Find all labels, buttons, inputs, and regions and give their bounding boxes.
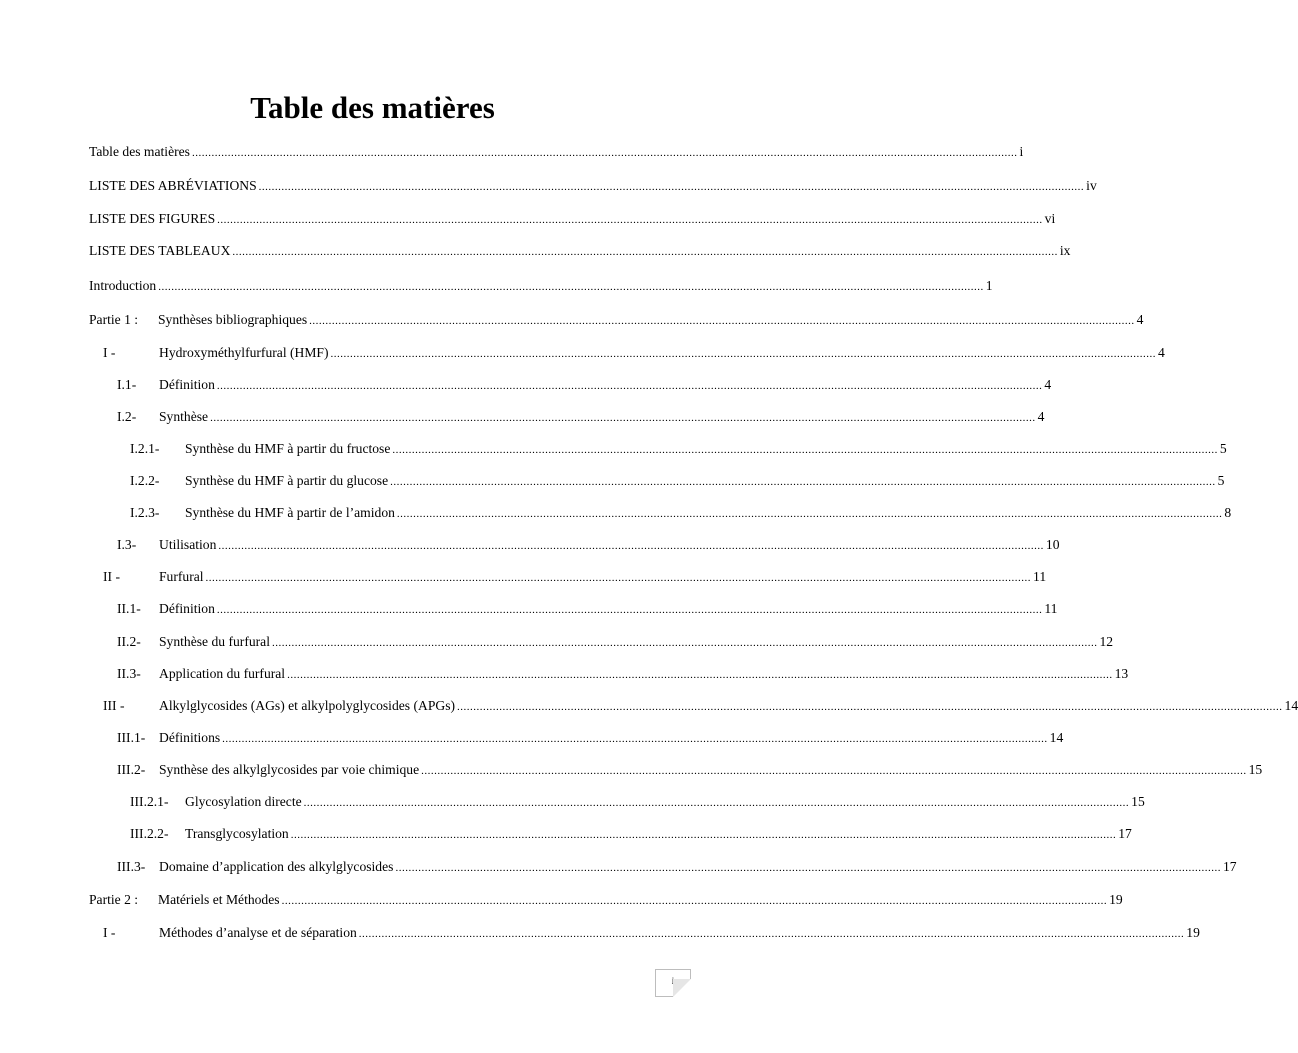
toc-entry-page: 15	[1131, 794, 1145, 809]
toc-entry-label: Synthèses bibliographiques	[158, 312, 308, 327]
toc-entry-number: I -	[103, 925, 116, 940]
toc-leader-dots: ..............................................................................................................................................................................................................................................................	[205, 572, 1032, 584]
toc-leader-dots: ..............................................................................................................................................................................................................................................................	[217, 214, 1043, 226]
toc-entry-number: III.1-	[117, 730, 146, 745]
page-title: Table des matières	[250, 90, 495, 125]
toc-entry-page: 4	[1158, 345, 1165, 360]
toc-entry-label: Introduction	[89, 278, 157, 293]
toc-entry[interactable]	[0, 792, 1145, 812]
toc-entry[interactable]	[0, 276, 993, 296]
toc-entry-number: III.2-	[117, 762, 146, 777]
toc-leader-dots: ..............................................................................................................................................................................................................................................................	[191, 147, 1018, 159]
toc-entry[interactable]	[0, 923, 1200, 943]
toc-entry-page: 4	[1044, 377, 1052, 392]
toc-entry-number: III -	[103, 698, 125, 713]
toc-entry-page: 8	[1224, 505, 1232, 520]
toc-leader-dots: ..............................................................................................................................................................................................................................................................	[395, 862, 1221, 874]
toc-entry-page: i	[1019, 144, 1024, 159]
toc-entry-label: Glycosylation directe	[185, 794, 302, 809]
toc-entry-label: Définition	[159, 377, 215, 392]
toc-entry-label: Application du furfural	[159, 666, 286, 681]
toc-entry-page: ix	[1059, 243, 1071, 258]
toc-entry-page: 11	[1044, 601, 1058, 616]
toc-entry-number: Partie 1 :	[89, 312, 139, 327]
toc-entry[interactable]	[0, 439, 1227, 459]
toc-entry[interactable]	[0, 857, 1237, 877]
toc-entry-page: 5	[1217, 473, 1225, 488]
toc-entry-label: Définition	[159, 601, 215, 616]
toc-entry[interactable]	[0, 664, 1129, 684]
toc-entry[interactable]	[0, 142, 1024, 162]
toc-entry-page: 1	[985, 278, 993, 293]
toc-entry-page: 14	[1284, 698, 1298, 713]
toc-entry[interactable]	[0, 503, 1232, 523]
toc-entry[interactable]	[0, 241, 1071, 261]
toc-entry[interactable]	[0, 632, 1114, 652]
toc-entry-number: I.3-	[117, 537, 137, 552]
toc-entry-number: II.2-	[117, 634, 141, 649]
toc-entry-label: Synthèse	[159, 409, 209, 424]
toc-entry-label: Synthèse du HMF à partir du glucose	[185, 473, 389, 488]
toc-entry-number: II -	[103, 569, 120, 584]
toc-entry-label: Furfural	[159, 569, 204, 584]
toc-leader-dots: ..............................................................................................................................................................................................................................................................	[216, 604, 1043, 616]
toc-leader-dots: ..............................................................................................................................................................................................................................................................	[390, 476, 1216, 488]
toc-entry-label: Définitions	[159, 730, 221, 745]
toc-entry-label: Méthodes d’analyse et de séparation	[159, 925, 357, 940]
toc-entry-page: 14	[1049, 730, 1064, 745]
toc-entry-label: Synthèse du HMF à partir du fructose	[185, 441, 391, 456]
page-number-box	[655, 969, 691, 997]
toc-leader-dots: ..............................................................................................................................................................................................................................................................	[158, 281, 984, 293]
toc-entry-page: 15	[1248, 762, 1263, 777]
toc-entry-label: Alkylglycosides (AGs) et alkylpolyglycosides (APGs)	[159, 698, 456, 713]
toc-entry[interactable]	[0, 209, 1056, 229]
toc-leader-dots: ..............................................................................................................................................................................................................................................................	[303, 797, 1130, 809]
toc-entry[interactable]	[0, 310, 1144, 330]
toc-entry-page: 17	[1222, 859, 1237, 874]
toc-entry-label: Domaine d’application des alkylglycosides	[159, 859, 394, 874]
toc-entry[interactable]	[0, 696, 1298, 716]
toc-entry-number: II.3-	[117, 666, 141, 681]
toc-entry[interactable]	[0, 567, 1047, 587]
toc-entry-page: 4	[1136, 312, 1144, 327]
toc-leader-dots: ..............................................................................................................................................................................................................................................................	[396, 508, 1223, 520]
toc-entry-number: I.1-	[117, 377, 137, 392]
toc-entry[interactable]	[0, 760, 1263, 780]
toc-entry-label: Synthèse du furfural	[159, 634, 270, 649]
toc-entry-number: I -	[103, 345, 116, 360]
toc-entry[interactable]	[0, 824, 1132, 844]
toc-entry-label: Synthèse du HMF à partir de l’amidon	[185, 505, 395, 520]
toc-entry-page: 19	[1186, 925, 1200, 940]
toc-leader-dots: ..............................................................................................................................................................................................................................................................	[218, 540, 1044, 552]
toc-entry-number: Partie 2 :	[89, 892, 139, 907]
toc-leader-dots: ..............................................................................................................................................................................................................................................................	[232, 246, 1058, 258]
toc-entry-page: 19	[1109, 892, 1123, 907]
toc-entry-label: Table des matières	[89, 144, 190, 159]
toc-entry-page: iv	[1086, 178, 1097, 193]
toc-leader-dots: ..............................................................................................................................................................................................................................................................	[290, 829, 1117, 841]
toc-entry-page: 17	[1118, 826, 1132, 841]
toc-entry-label: Synthèse des alkylglycosides par voie chimique	[159, 762, 420, 777]
toc-leader-dots: ..............................................................................................................................................................................................................................................................	[330, 348, 1157, 360]
toc-entry[interactable]	[0, 407, 1045, 427]
toc-leader-dots: ..............................................................................................................................................................................................................................................................	[216, 380, 1043, 392]
toc-entry-page: 4	[1037, 409, 1045, 424]
toc-entry-label: Transglycosylation	[185, 826, 289, 841]
toc-entry[interactable]	[0, 535, 1060, 555]
page-curl-icon	[673, 979, 691, 997]
toc-leader-dots: ..............................................................................................................................................................................................................................................................	[309, 315, 1135, 327]
toc-entry-page: 10	[1045, 537, 1060, 552]
toc-entry[interactable]	[0, 471, 1225, 491]
toc-entry-number: I.2.2-	[130, 473, 160, 488]
toc-leader-dots: ..............................................................................................................................................................................................................................................................	[210, 412, 1036, 424]
toc-leader-dots: ..............................................................................................................................................................................................................................................................	[457, 701, 1283, 713]
toc-entry[interactable]	[0, 375, 1052, 395]
toc-entry-page: 12	[1099, 634, 1114, 649]
toc-entry[interactable]	[0, 890, 1123, 910]
toc-entry-number: I.2-	[117, 409, 137, 424]
toc-leader-dots: ..............................................................................................................................................................................................................................................................	[287, 669, 1113, 681]
toc-entry-number: III.2.1-	[130, 794, 169, 809]
toc-entry[interactable]	[0, 599, 1058, 619]
toc-entry-label: LISTE DES TABLEAUX	[89, 243, 231, 258]
toc-leader-dots: ..............................................................................................................................................................................................................................................................	[222, 733, 1048, 745]
toc-entry-page: 13	[1114, 666, 1129, 681]
toc-leader-dots: ..............................................................................................................................................................................................................................................................	[392, 444, 1218, 456]
toc-leader-dots: ..............................................................................................................................................................................................................................................................	[281, 895, 1108, 907]
toc-leader-dots: ..............................................................................................................................................................................................................................................................	[272, 637, 1098, 649]
toc-entry-label: Hydroxyméthylfurfural (HMF)	[159, 345, 329, 360]
toc-entry-number: III.3-	[117, 859, 146, 874]
toc-entry-label: LISTE DES FIGURES	[89, 211, 216, 226]
toc-entry-page: 5	[1219, 441, 1227, 456]
toc-entry-number: III.2.2-	[130, 826, 169, 841]
toc-entry-label: Utilisation	[159, 537, 217, 552]
toc-entry[interactable]	[0, 176, 1097, 196]
toc-entry-page: 11	[1033, 569, 1047, 584]
toc-entry-number: II.1-	[117, 601, 141, 616]
toc-entry-label: LISTE DES ABRÉVIATIONS	[89, 178, 257, 193]
toc-entry[interactable]	[0, 728, 1064, 748]
toc-leader-dots: ..............................................................................................................................................................................................................................................................	[421, 765, 1247, 777]
page-number: i	[671, 976, 675, 986]
toc-entry-label: Matériels et Méthodes	[158, 892, 280, 907]
toc-leader-dots: ..............................................................................................................................................................................................................................................................	[358, 928, 1185, 940]
toc-entry[interactable]	[0, 343, 1165, 363]
toc-entry-number: I.2.3-	[130, 505, 160, 520]
toc-entry-number: I.2.1-	[130, 441, 160, 456]
toc-entry-page: vi	[1044, 211, 1056, 226]
toc-leader-dots: ..............................................................................................................................................................................................................................................................	[258, 181, 1085, 193]
